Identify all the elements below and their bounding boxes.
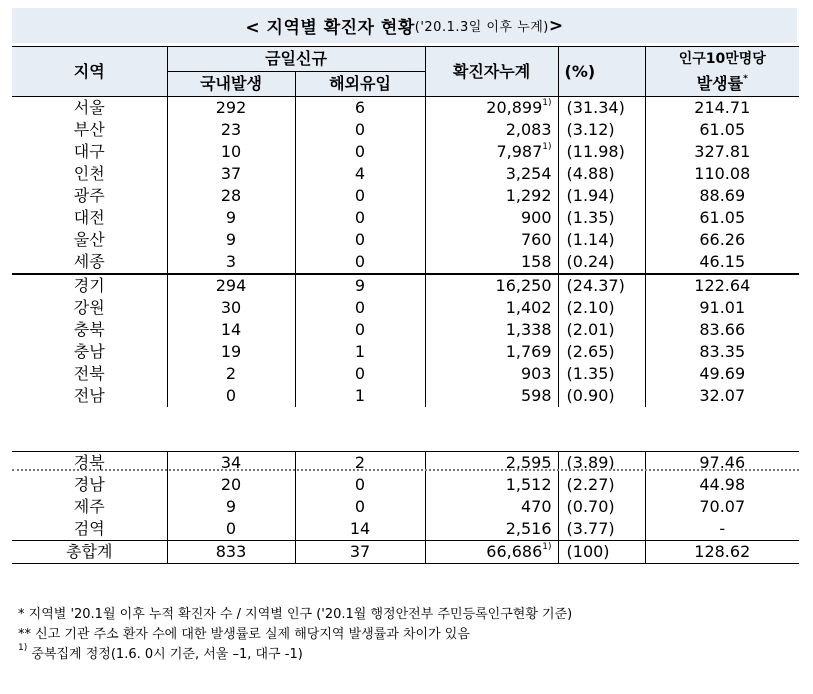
region-cell-value: 대전 (73, 208, 105, 227)
percent-cell-value: (3.77) (566, 519, 615, 538)
table-row (12, 185, 799, 207)
domestic-cell-value: 34 (220, 453, 242, 472)
region-cell (12, 385, 167, 407)
rate-cell (645, 97, 799, 120)
domestic-cell-value: 23 (220, 120, 242, 139)
footnote-3-mark: 1) (18, 643, 28, 653)
overseas-cell (295, 97, 425, 120)
overseas-cell-value: 0 (354, 142, 366, 161)
table-total (12, 541, 799, 564)
domestic-cell (167, 474, 295, 496)
region-cell-value: 경기 (73, 276, 105, 295)
rate-cell-value: - (719, 519, 726, 538)
overseas-cell-value: 0 (354, 320, 366, 339)
region-cell (12, 274, 167, 297)
footnote-2: ** 신고 기관 주소 환자 수에 대한 발생률로 실제 해당지역 발생률과 차이가 있음 (18, 627, 470, 642)
percent-cell (558, 541, 645, 564)
region-cell-value: 충남 (73, 342, 105, 361)
region-cell (12, 363, 167, 385)
percent-cell (558, 319, 645, 341)
overseas-cell-value: 0 (354, 497, 366, 516)
table-row (12, 496, 799, 518)
header-rate-mark: * (743, 73, 748, 84)
header-rate-line1: 인구10만명당 (645, 47, 799, 72)
footnote-3-text: 중복집계 정정(1.6. 0시 기준, 서울 –1, 대구 -1) (27, 647, 303, 662)
cumulative-cell-value: 903 (520, 364, 552, 383)
domestic-cell (167, 251, 295, 274)
footnotes (18, 605, 572, 665)
cumulative-cell (425, 229, 558, 251)
cumulative-cell-value: 158 (520, 252, 552, 271)
cumulative-cell-value: 3,254 (505, 164, 552, 183)
region-cell-value: 검역 (73, 519, 105, 538)
table-row (12, 97, 799, 120)
table-row (12, 207, 799, 229)
cumulative-cell (425, 518, 558, 541)
header-rate-line2 (645, 72, 799, 97)
section-divider (12, 469, 799, 471)
percent-cell-value: (1.35) (566, 364, 615, 383)
cumulative-cell-value: 900 (520, 208, 552, 227)
overseas-cell (295, 207, 425, 229)
region-cell-value: 부산 (73, 120, 105, 139)
overseas-cell-value: 0 (354, 364, 366, 383)
rate-cell-value: 70.07 (699, 497, 746, 516)
rate-cell-value: 327.81 (694, 142, 751, 161)
region-cell-value: 전북 (73, 364, 105, 383)
title-main: < 지역별 확진자 현황 (245, 18, 415, 38)
rate-cell (645, 274, 799, 297)
overseas-cell-value: 0 (354, 230, 366, 249)
region-cell (12, 141, 167, 163)
cumulative-footnote-mark: 1) (542, 98, 552, 108)
percent-cell-value: (31.34) (566, 98, 625, 117)
region-cell (12, 474, 167, 496)
overseas-cell (295, 274, 425, 297)
domestic-cell (167, 185, 295, 207)
cumulative-cell (425, 341, 558, 363)
overseas-cell-value: 2 (354, 453, 366, 472)
domestic-cell-value: 20 (220, 475, 242, 494)
percent-cell (558, 251, 645, 274)
cumulative-cell (425, 251, 558, 274)
domestic-cell (167, 274, 295, 297)
region-cell-value: 세종 (73, 252, 105, 271)
percent-cell-value: (3.89) (566, 453, 615, 472)
rate-cell (645, 297, 799, 319)
domestic-cell (167, 385, 295, 407)
cumulative-cell-value: 1,338 (505, 320, 552, 339)
region-cell (12, 119, 167, 141)
overseas-cell (295, 319, 425, 341)
rate-cell-value: 83.66 (699, 320, 746, 339)
domestic-cell (167, 363, 295, 385)
region-cell-value: 충북 (73, 320, 105, 339)
table-row (12, 319, 799, 341)
overseas-cell-value: 4 (354, 164, 366, 183)
domestic-cell (167, 341, 295, 363)
percent-cell-value: (0.70) (566, 497, 615, 516)
cumulative-cell-value: 1,292 (505, 186, 552, 205)
cumulative-cell (425, 185, 558, 207)
cumulative-footnote-mark: 1) (542, 142, 552, 152)
rate-cell-value: 61.05 (699, 208, 746, 227)
table-row (12, 141, 799, 163)
region-cell-value: 강원 (73, 298, 105, 317)
rate-cell-value: 110.08 (694, 164, 751, 183)
cumulative-cell-value: 2,516 (505, 519, 552, 538)
percent-cell-value: (1.35) (566, 208, 615, 227)
rate-cell (645, 163, 799, 185)
rate-cell-value: 83.35 (699, 342, 746, 361)
overseas-cell-value: 0 (354, 208, 366, 227)
footnote-1: * 지역별 '20.1월 이후 누적 확진자 수 / 지역별 인구 ('20.1월 행정안전부 주민등록인구현황 기준) (18, 607, 573, 622)
overseas-cell-value: 0 (354, 120, 366, 139)
table-group-1 (12, 97, 799, 275)
percent-cell (558, 385, 645, 407)
overseas-cell-value: 1 (354, 342, 366, 361)
domestic-cell (167, 229, 295, 251)
cumulative-cell (425, 385, 558, 407)
cumulative-cell-value: 1,402 (505, 298, 552, 317)
domestic-cell (167, 297, 295, 319)
cumulative-cell-value: 20,899 (486, 98, 543, 117)
rate-cell (645, 474, 799, 496)
domestic-cell-value: 833 (215, 542, 247, 561)
cumulative-cell (425, 141, 558, 163)
cumulative-cell-value: 7,987 (496, 142, 543, 161)
region-cell (12, 297, 167, 319)
overseas-cell (295, 474, 425, 496)
region-cell (12, 251, 167, 274)
cumulative-cell (425, 496, 558, 518)
rate-cell (645, 541, 799, 564)
rate-cell-value: 88.69 (699, 186, 746, 205)
region-cell-value: 제주 (73, 497, 105, 516)
overseas-cell (295, 496, 425, 518)
percent-cell-value: (3.12) (566, 120, 615, 139)
percent-cell (558, 185, 645, 207)
overseas-cell (295, 141, 425, 163)
cumulative-cell (425, 319, 558, 341)
header-rate-label: 발생률 (696, 73, 744, 93)
percent-cell (558, 518, 645, 541)
title-end: > (548, 15, 564, 36)
overseas-cell (295, 518, 425, 541)
table-row (12, 385, 799, 407)
percent-cell (558, 163, 645, 185)
domestic-cell-value: 9 (225, 497, 237, 516)
region-cell (12, 319, 167, 341)
region-cell-value: 경남 (73, 475, 105, 494)
percent-cell (558, 496, 645, 518)
percent-cell-value: (0.24) (566, 252, 615, 271)
percent-cell (558, 363, 645, 385)
rate-cell (645, 229, 799, 251)
percent-cell (558, 341, 645, 363)
domestic-cell-value: 294 (215, 276, 247, 295)
rate-cell-value: 44.98 (699, 475, 746, 494)
table-row (12, 229, 799, 251)
region-cell (12, 185, 167, 207)
table-row (12, 163, 799, 185)
table-group-3 (12, 452, 799, 541)
overseas-cell (295, 185, 425, 207)
domestic-cell-value: 292 (215, 98, 247, 117)
header-today-new: 금일신규 (167, 47, 425, 72)
title-sub: ('20.1.3일 이후 누계) (414, 20, 549, 35)
percent-cell-value: (2.01) (566, 320, 615, 339)
region-cell-value: 총합계 (66, 542, 113, 561)
rate-cell-value: 66.26 (699, 230, 746, 249)
rate-cell (645, 119, 799, 141)
domestic-cell (167, 119, 295, 141)
overseas-cell (295, 119, 425, 141)
header-overseas: 해외유입 (295, 72, 425, 97)
rate-cell (645, 207, 799, 229)
region-cell-value: 인천 (73, 164, 105, 183)
region-cell (12, 97, 167, 120)
overseas-cell-value: 0 (354, 475, 366, 494)
table-row (12, 297, 799, 319)
overseas-cell (295, 363, 425, 385)
header-cumulative: 확진자누계 (425, 47, 558, 97)
overseas-cell-value: 1 (354, 386, 366, 405)
domestic-cell-value: 30 (220, 298, 242, 317)
percent-cell-value: (4.88) (566, 164, 615, 183)
overseas-cell (295, 251, 425, 274)
cumulative-cell-value: 470 (520, 497, 552, 516)
rate-cell (645, 319, 799, 341)
region-cell (12, 341, 167, 363)
region-cell (12, 207, 167, 229)
percent-cell (558, 207, 645, 229)
rate-cell (645, 185, 799, 207)
table-gap (12, 407, 799, 452)
table-row (12, 518, 799, 541)
rate-cell-value: 46.15 (699, 252, 746, 271)
cumulative-cell-value: 2,083 (505, 120, 552, 139)
table-title (12, 8, 797, 43)
rate-cell (645, 251, 799, 274)
cumulative-cell-value: 2,595 (505, 453, 552, 472)
rate-cell (645, 496, 799, 518)
region-cell (12, 229, 167, 251)
domestic-cell (167, 163, 295, 185)
header-percent: (%) (558, 47, 645, 97)
percent-cell (558, 229, 645, 251)
domestic-cell-value: 37 (220, 164, 242, 183)
rate-cell-value: 61.05 (699, 120, 746, 139)
cumulative-cell (425, 363, 558, 385)
domestic-cell (167, 541, 295, 564)
rate-cell-value: 122.64 (694, 276, 751, 295)
cumulative-cell-value: 66,686 (486, 542, 543, 561)
overseas-cell (295, 229, 425, 251)
domestic-cell-value: 3 (225, 252, 237, 271)
overseas-cell-value: 6 (354, 98, 366, 117)
table-row (12, 474, 799, 496)
overseas-cell (295, 341, 425, 363)
domestic-cell (167, 207, 295, 229)
cumulative-cell-value: 1,512 (505, 475, 552, 494)
header-region: 지역 (12, 47, 167, 97)
rate-cell (645, 385, 799, 407)
cumulative-cell-value: 598 (520, 386, 552, 405)
region-cell-value: 대구 (73, 142, 105, 161)
domestic-cell-value: 14 (220, 320, 242, 339)
footnote-3 (18, 645, 572, 665)
region-cell-value: 광주 (73, 186, 105, 205)
domestic-cell-value: 19 (220, 342, 242, 361)
table-row (12, 341, 799, 363)
cumulative-cell (425, 541, 558, 564)
overseas-cell-value: 37 (349, 542, 371, 561)
domestic-cell (167, 319, 295, 341)
table-group-2 (12, 274, 799, 407)
domestic-cell-value: 0 (225, 519, 237, 538)
table-row (12, 274, 799, 297)
cumulative-cell-value: 1,769 (505, 342, 552, 361)
region-cell (12, 518, 167, 541)
domestic-cell-value: 2 (225, 364, 237, 383)
domestic-cell-value: 9 (225, 208, 237, 227)
rate-cell-value: 97.46 (699, 453, 746, 472)
percent-cell-value: (11.98) (566, 142, 625, 161)
domestic-cell (167, 496, 295, 518)
percent-cell-value: (1.14) (566, 230, 615, 249)
cumulative-cell (425, 163, 558, 185)
rate-cell (645, 341, 799, 363)
cumulative-cell (425, 119, 558, 141)
table-row (12, 541, 799, 564)
percent-cell (558, 297, 645, 319)
overseas-cell (295, 297, 425, 319)
regional-cases-table (12, 46, 799, 564)
overseas-cell (295, 541, 425, 564)
cumulative-cell (425, 474, 558, 496)
rate-cell-value: 91.01 (699, 298, 746, 317)
percent-cell-value: (24.37) (566, 276, 625, 295)
overseas-cell (295, 385, 425, 407)
domestic-cell (167, 518, 295, 541)
overseas-cell-value: 0 (354, 252, 366, 271)
table-row (12, 119, 799, 141)
region-cell-value: 울산 (73, 230, 105, 249)
percent-cell-value: (1.94) (566, 186, 615, 205)
cumulative-cell (425, 274, 558, 297)
domestic-cell (167, 141, 295, 163)
percent-cell-value: (2.10) (566, 298, 615, 317)
percent-cell-value: (100) (566, 542, 610, 561)
domestic-cell-value: 9 (225, 230, 237, 249)
overseas-cell-value: 9 (354, 276, 366, 295)
percent-cell (558, 474, 645, 496)
domestic-cell-value: 28 (220, 186, 242, 205)
percent-cell (558, 274, 645, 297)
region-cell-value: 전남 (73, 386, 105, 405)
overseas-cell-value: 14 (349, 519, 371, 538)
domestic-cell-value: 0 (225, 386, 237, 405)
rate-cell (645, 141, 799, 163)
rate-cell-value: 32.07 (699, 386, 746, 405)
region-cell (12, 163, 167, 185)
region-cell-value: 서울 (73, 98, 105, 117)
overseas-cell (295, 163, 425, 185)
percent-cell-value: (2.27) (566, 475, 615, 494)
region-cell (12, 541, 167, 564)
domestic-cell (167, 97, 295, 120)
region-cell (12, 496, 167, 518)
cumulative-cell (425, 97, 558, 120)
rate-cell (645, 363, 799, 385)
table-row (12, 251, 799, 274)
rate-cell-value: 214.71 (694, 98, 751, 117)
rate-cell-value: 49.69 (699, 364, 746, 383)
percent-cell (558, 119, 645, 141)
rate-cell (645, 518, 799, 541)
cumulative-cell (425, 207, 558, 229)
rate-cell-value: 128.62 (694, 542, 751, 561)
percent-cell-value: (2.65) (566, 342, 615, 361)
cumulative-footnote-mark: 1) (542, 542, 552, 552)
percent-cell (558, 97, 645, 120)
cumulative-cell-value: 16,250 (495, 276, 552, 295)
cumulative-cell (425, 297, 558, 319)
table-row (12, 363, 799, 385)
domestic-cell-value: 10 (220, 142, 242, 161)
percent-cell (558, 141, 645, 163)
cumulative-cell-value: 760 (520, 230, 552, 249)
region-cell-value: 경북 (73, 453, 105, 472)
percent-cell-value: (0.90) (566, 386, 615, 405)
overseas-cell-value: 0 (354, 186, 366, 205)
overseas-cell-value: 0 (354, 298, 366, 317)
header-domestic: 국내발생 (167, 72, 295, 97)
